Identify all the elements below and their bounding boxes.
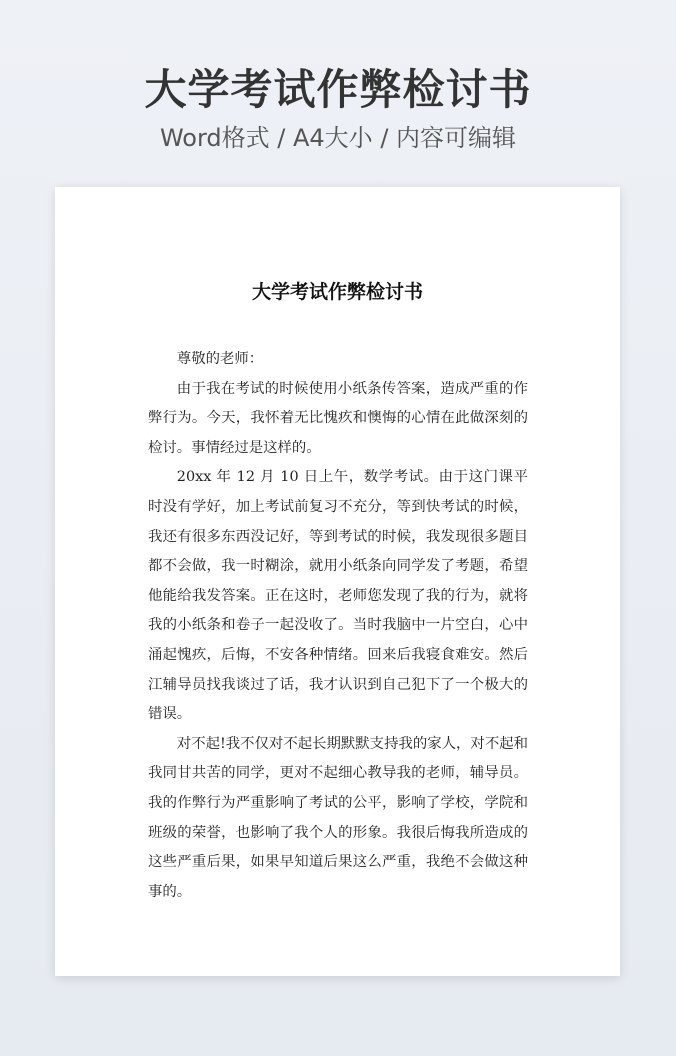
- page-title: 大学考试作弊检讨书: [144, 65, 532, 114]
- page-header: [0, 60, 676, 154]
- page-subtitle: Word格式 / A4大小 / 内容可编辑: [159, 124, 517, 152]
- salutation: 尊敬的老师：: [176, 351, 264, 367]
- document-title: 大学考试作弊检讨书: [251, 281, 423, 303]
- document-body: [148, 345, 528, 907]
- body-paragraph-2: 20xx 年 12 月 10 日上午，数学考试。由于这门课平时没有学好，加上考试前复习不充分，等到快考试的时候，我还有很多东西没记好，等到考试的时候，我发现很多题目都不会做，我一时糊涂，就用小纸条向同学发了考题，希望他能给我发答案。正在这时，老师您发现了我的行为，就将我的小纸条和卷子一起没收了。当时我脑中一片空白，心中涌起愧疚，后悔，不安各种情绪。回来后我寝食难安。然后江辅导员找我谈过了话，我才认识到自己犯下了一个极大的错误。: [148, 469, 528, 723]
- body-paragraph-3: 对不起!我不仅对不起长期默默支持我的家人，对不起和我同甘共苦的同学，更对不起细心教导我的老师，辅导员。我的作弊行为严重影响了考试的公平，影响了学校，学院和班级的荣誉，也影响了我个人的形象。我很后悔我所造成的这些严重后果，如果早知道后果这么严重，我绝不会做这种事的。: [148, 735, 528, 900]
- document-page: [55, 187, 620, 976]
- body-paragraph-1: 由于我在考试的时候使用小纸条传答案，造成严重的作弊行为。今天，我怀着无比愧疚和懊悔的心情在此做深刻的检讨。事情经过是这样的。: [148, 380, 528, 456]
